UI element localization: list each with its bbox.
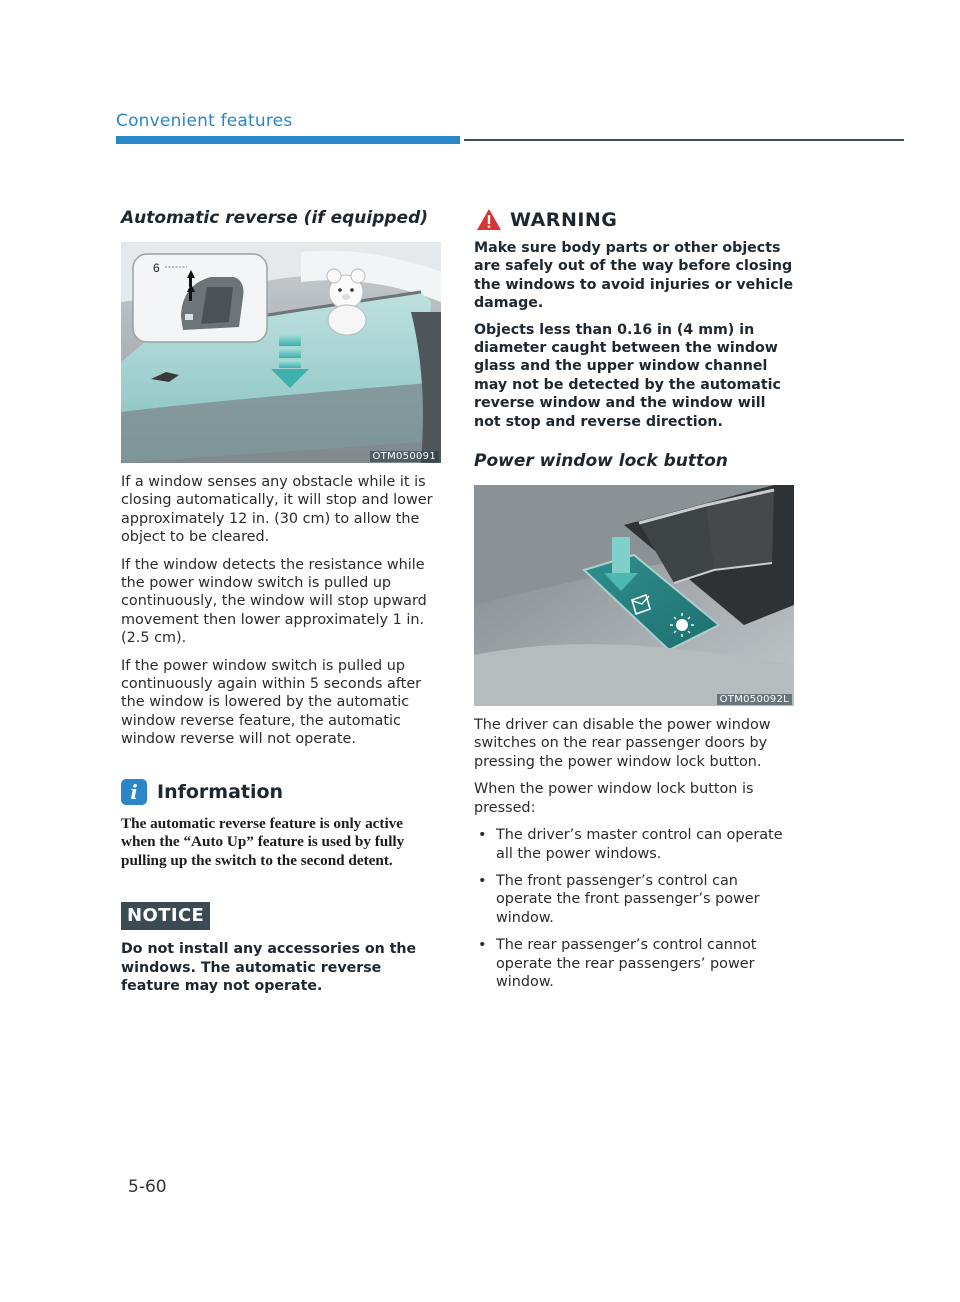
automatic-reverse-body [121, 473, 441, 749]
paragraph: If a window senses any obstacle while it is closing automatically, it will stop and lower approximately 12 in. (30 cm) to allow the object to be cleared. [121, 474, 433, 546]
warning-paragraph: Objects less than 0.16 in (4 mm) in diameter caught between the window glass and the upper window channel may not be detected by the automatic reverse window and the window will not stop and reverse direction. [474, 321, 781, 430]
power-window-lock-body [474, 716, 796, 991]
warning-paragraph: Make sure body parts or other objects are safely out of the way before closing the windows to avoid injuries or vehicle damage. [474, 240, 794, 312]
list-item-text: The rear passenger’s control cannot operate the rear passengers’ power window. [496, 937, 757, 990]
right-column [474, 208, 796, 1000]
list-item [474, 826, 796, 863]
warning-title: WARNING [510, 208, 618, 231]
information-header [121, 779, 441, 805]
list-item [474, 936, 796, 991]
paragraph: If the power window switch is pulled up continuously again within 5 seconds after the window is lowered by the automatic window reverse feature, the automatic window reverse will not operate. [121, 657, 422, 748]
power-window-lock-heading: Power window lock button [474, 451, 728, 472]
bullet-symbol: • [478, 872, 487, 889]
window-illustration [121, 242, 441, 463]
list-item [474, 872, 796, 927]
figure-code: OTM050092L [717, 694, 792, 705]
info-icon: i [121, 779, 147, 805]
header-accent-bar [116, 136, 460, 144]
callout-number: 6 [153, 261, 160, 275]
automatic-reverse-heading: Automatic reverse (if equipped) [121, 208, 429, 228]
lock-button-illustration [474, 485, 794, 706]
power-window-lock-figure [474, 485, 794, 706]
bullet-list [474, 826, 796, 991]
list-item-text: The driver’s master control can operate all the power windows. [496, 827, 783, 862]
information-text: The automatic reverse feature is only active when the “Auto Up” feature is used by fully pulling up the switch to the second detent. [121, 814, 405, 869]
left-column [121, 208, 441, 996]
list-item-text: The front passenger’s control can operate the front passenger’s power window. [496, 872, 760, 926]
paragraph: When the power window lock button is pressed: [474, 781, 754, 816]
warning-header [476, 208, 796, 231]
information-title: Information [157, 780, 284, 803]
notice-text: Do not install any accessories on the windows. The automatic reverse feature may not operate. [121, 941, 417, 995]
paragraph: If the window detects the resistance while the power window switch is pulled up continuously, the window will stop upward movement then lower approximately 1 in. (2.5 cm). [121, 556, 427, 647]
warning-triangle-icon [476, 208, 502, 231]
figure-code: OTM050091 [370, 451, 439, 462]
page-number: 5-60 [128, 1177, 167, 1197]
section-title: Convenient features [116, 111, 293, 131]
bullet-symbol: • [478, 827, 487, 844]
paragraph: The driver can disable the power window switches on the rear passenger doors by pressing the power window lock button. [474, 717, 771, 770]
automatic-reverse-figure [121, 242, 441, 463]
header-divider [464, 139, 904, 141]
notice-badge: NOTICE [121, 902, 210, 930]
bullet-symbol: • [478, 937, 487, 954]
